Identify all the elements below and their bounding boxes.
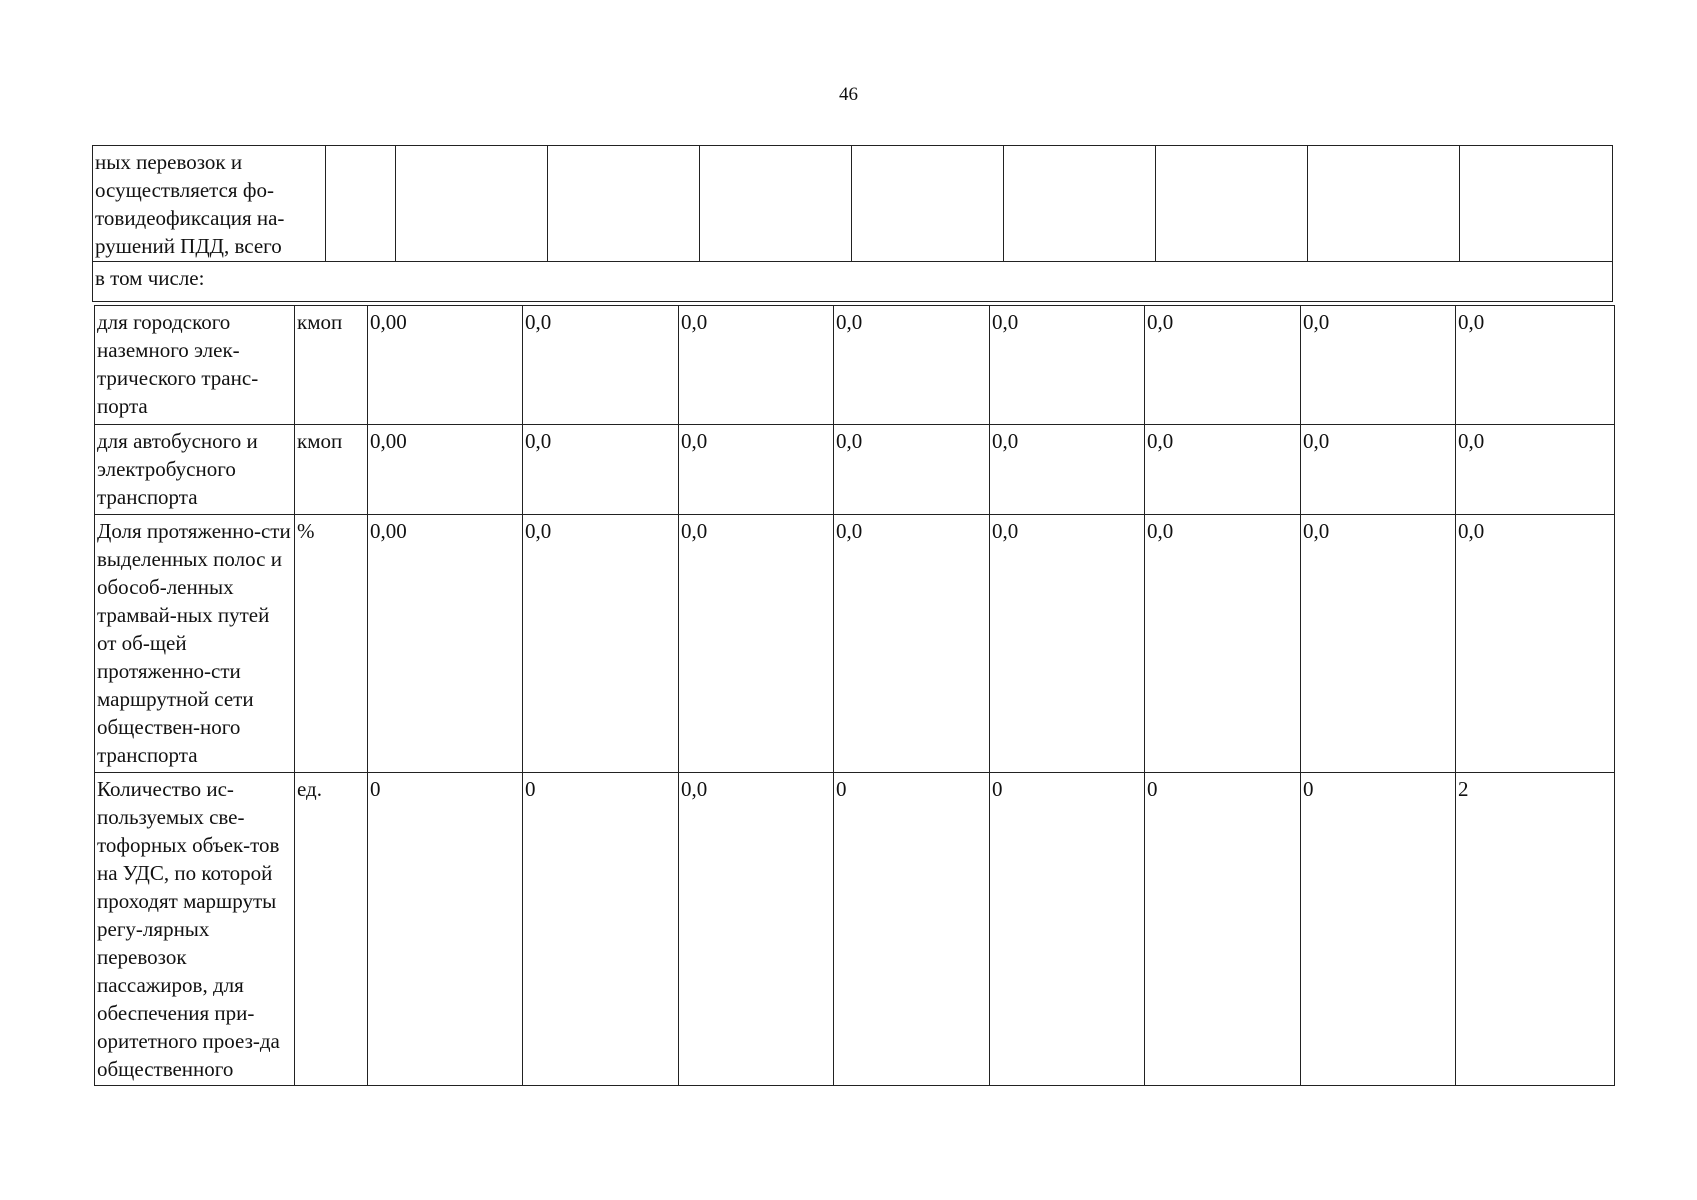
value-cell: 0,0 (1145, 515, 1301, 773)
value-cell: 0 (990, 773, 1145, 1086)
empty-cell (852, 146, 1004, 262)
unit-cell: ед. (295, 773, 368, 1086)
indicator-label-cell: Доля протяженно-сти выделенных полос и обособ-ленных трамвай-ных путей от об-щей протяженно-сти маршрутной сети обществен-ного транспорта (95, 515, 295, 773)
indicator-label-cell: ных перевозок и осуществляется фо-товидеофиксация на-рушений ПДД, всего (93, 146, 326, 262)
unit-cell: кмоп (295, 306, 368, 425)
value-cell: 0,0 (679, 515, 834, 773)
table-row (95, 773, 1615, 1086)
value-cell: 0,00 (368, 515, 523, 773)
empty-cell (548, 146, 700, 262)
value-cell: 0,0 (1456, 306, 1615, 425)
unit-cell: % (295, 515, 368, 773)
value-cell: 0,0 (679, 425, 834, 515)
value-cell: 0,0 (679, 773, 834, 1086)
indicator-label-cell: для городского наземного элек-трического транс-порта (95, 306, 295, 425)
value-cell: 0,0 (1301, 306, 1456, 425)
value-cell: 0,00 (368, 425, 523, 515)
table-row (93, 262, 1613, 302)
value-cell: 0 (1145, 773, 1301, 1086)
table-row (95, 515, 1615, 773)
value-cell: 0 (368, 773, 523, 1086)
subheader-cell: в том числе: (93, 262, 1613, 302)
table-row (95, 306, 1615, 425)
value-cell: 0,0 (1145, 306, 1301, 425)
value-cell: 0,0 (1301, 425, 1456, 515)
value-cell: 0,0 (990, 515, 1145, 773)
empty-cell (1004, 146, 1156, 262)
empty-cell (396, 146, 548, 262)
empty-cell (700, 146, 852, 262)
empty-cell (326, 146, 396, 262)
table-top-fragment (92, 145, 1613, 302)
empty-cell (1156, 146, 1308, 262)
value-cell: 0,0 (523, 425, 679, 515)
value-cell: 0,0 (1456, 425, 1615, 515)
indicator-label-cell: Количество ис-пользуемых све-тофорных объек-тов на УДС, по которой проходят маршруты регу-лярных перевозок пассажиров, для обеспечения при-оритетного проез-да общественного (95, 773, 295, 1086)
value-cell: 0,0 (834, 425, 990, 515)
value-cell: 0 (1301, 773, 1456, 1086)
page-number: 46 (839, 84, 858, 105)
unit-cell: кмоп (295, 425, 368, 515)
value-cell: 0,0 (1145, 425, 1301, 515)
empty-cell (1308, 146, 1460, 262)
indicator-table (94, 305, 1615, 1086)
value-cell: 2 (1456, 773, 1615, 1086)
value-cell: 0,0 (834, 515, 990, 773)
value-cell: 0,0 (834, 306, 990, 425)
table-row (95, 425, 1615, 515)
value-cell: 0,0 (990, 306, 1145, 425)
table-row (93, 146, 1613, 262)
value-cell: 0,0 (990, 425, 1145, 515)
empty-cell (1460, 146, 1613, 262)
value-cell: 0,0 (523, 515, 679, 773)
indicator-label-cell: для автобусного и электробусного транспорта (95, 425, 295, 515)
value-cell: 0,00 (368, 306, 523, 425)
value-cell: 0,0 (679, 306, 834, 425)
value-cell: 0 (834, 773, 990, 1086)
value-cell: 0,0 (1456, 515, 1615, 773)
value-cell: 0,0 (523, 306, 679, 425)
value-cell: 0,0 (1301, 515, 1456, 773)
value-cell: 0 (523, 773, 679, 1086)
